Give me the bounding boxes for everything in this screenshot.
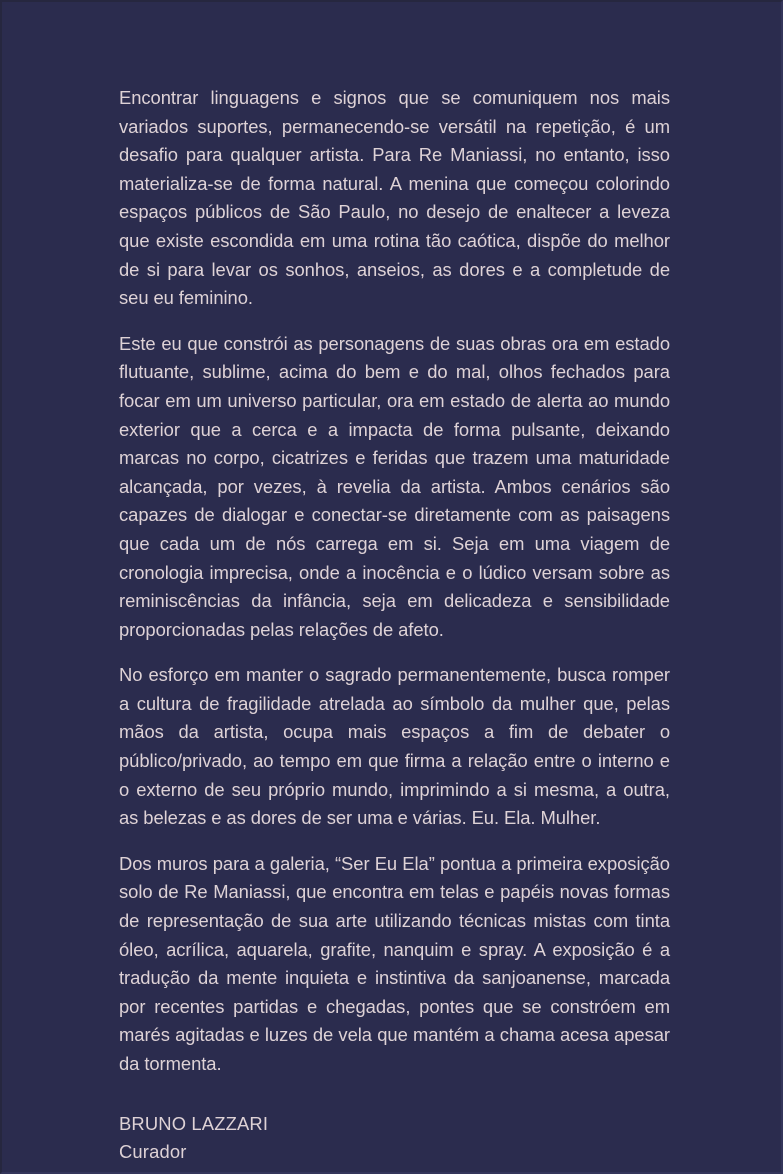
signature-block (119, 1110, 670, 1167)
text-column (119, 84, 670, 1167)
body-paragraph-4: Dos muros para a galeria, “Ser Eu Ela” pontua a primeira exposição solo de Re Maniassi, que encontra em telas e papéis novas formas de representação de sua arte utilizando técnicas mistas com tinta óleo, acrílica, aquarela, grafite, nanquim e spray. A exposição é a tradução da mente inquieta e instintiva da sanjoanense, marcada por recentes partidas e chegadas, pontes que se constróem em marés agitadas e luzes de vela que mantém a chama acesa apesar da tormenta. (119, 852, 670, 1074)
body-paragraph-1: Encontrar linguagens e signos que se comuniquem nos mais variados suportes, permanecendo-se versátil na repetição, é um desafio para qualquer artista. Para Re Maniassi, no entanto, isso materializa-se de forma natural. A menina que começou colorindo espaços públicos de São Paulo, no desejo de enaltecer a leveza que existe escondida em uma rotina tão caótica, dispõe do melhor de si para levar os sonhos, anseios, as dores e a completude de seu eu feminino. (119, 87, 670, 309)
body-paragraph-3: No esforço em manter o sagrado permanentemente, busca romper a cultura de fragilidade atrelada ao símbolo da mulher que, pelas mãos da artista, ocupa mais espaços a fim de debater o público/privado, ao tempo em que firma a relação entre o interno e o externo de seu próprio mundo, imprimindo a si mesma, a outra, as belezas e as dores de ser uma e várias. Eu. Ela. Mulher. (119, 664, 670, 829)
curator-role: Curador (119, 1141, 187, 1163)
body-paragraph-2: Este eu que constrói as personagens de suas obras ora em estado flutuante, sublime, acima do bem e do mal, olhos fechados para focar em um universo particular, ora em estado de alerta ao mundo exterior que a cerca e a impacta de forma pulsante, deixando marcas no corpo, cicatrizes e feridas que trazem uma maturidade alcançada, por vezes, à revelia da artista. Ambos cenários são capazes de dialogar e conectar-se diretamente com as paisagens que cada um de nós carrega em si. Seja em uma viagem de cronologia imprecisa, onde a inocência e o lúdico versam sobre as reminiscências da infância, seja em delicadeza e sensibilidade proporcionadas pelas relações de afeto. (119, 332, 670, 640)
curator-name: BRUNO LAZZARI (119, 1112, 269, 1134)
